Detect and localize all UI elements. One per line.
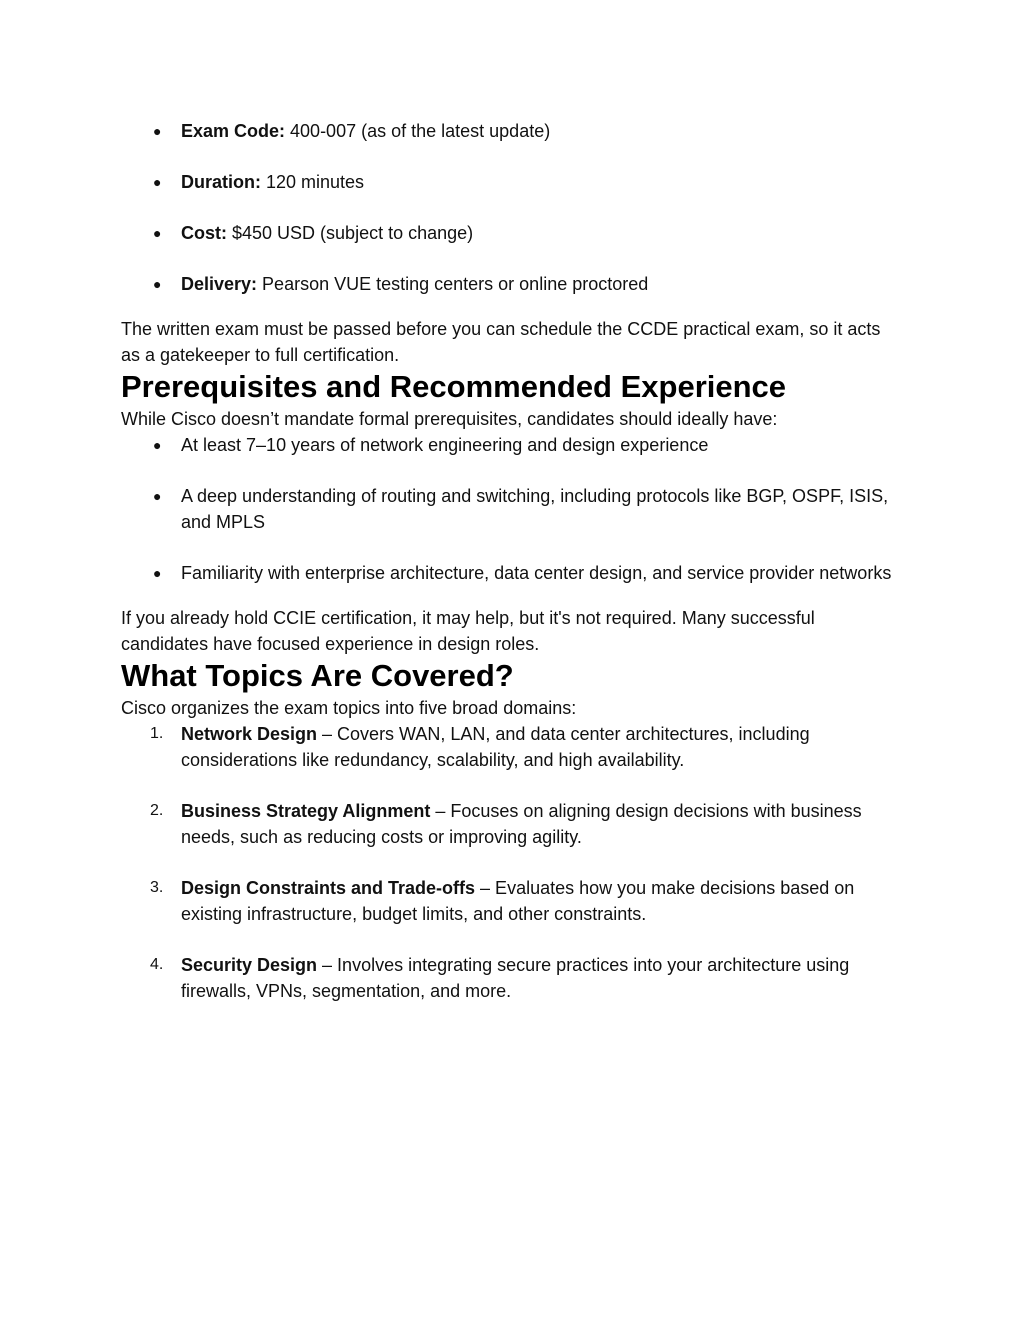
topic-title: Business Strategy Alignment xyxy=(181,801,431,821)
list-item xyxy=(121,483,901,535)
list-item-duration xyxy=(121,169,901,195)
bullet-icon: ● xyxy=(153,225,162,241)
list-number: 3. xyxy=(150,879,164,896)
document-page xyxy=(121,118,901,1023)
list-number: 4. xyxy=(150,956,164,973)
topic-text: – Involves integrating secure practices into your architecture using firewalls, VPNs, segmentation, and more. xyxy=(181,955,850,1001)
item-label: Delivery: xyxy=(181,274,258,294)
item-text: 400-007 (as of the latest update) xyxy=(285,121,551,141)
list-item xyxy=(121,798,901,850)
item-text: Pearson VUE testing centers or online proctored xyxy=(257,274,649,294)
topic-text: – Evaluates how you make decisions based on existing infrastructure, budget limits, and other constraints. xyxy=(181,878,855,924)
bullet-icon: ● xyxy=(153,276,162,292)
item-text: At least 7–10 years of network engineering and design experience xyxy=(181,435,709,455)
topics-intro: Cisco organizes the exam topics into five broad domains: xyxy=(121,698,577,718)
prerequisites-list xyxy=(121,432,901,586)
item-text: 120 minutes xyxy=(261,172,365,192)
prerequisites-heading: Prerequisites and Recommended Experience xyxy=(121,369,787,404)
list-item xyxy=(121,432,901,458)
topics-heading: What Topics Are Covered? xyxy=(121,658,514,693)
item-label: Cost: xyxy=(181,223,227,243)
prerequisites-note: If you already hold CCIE certification, it may help, but it's not required. Many successful candidates have focused experience in design roles. xyxy=(121,608,815,654)
bullet-icon: ● xyxy=(153,123,162,139)
list-item-delivery xyxy=(121,271,901,297)
list-number: 1. xyxy=(150,725,164,742)
list-item xyxy=(121,721,901,773)
bullet-icon: ● xyxy=(153,565,162,581)
list-item-cost xyxy=(121,220,901,246)
item-text: $450 USD (subject to change) xyxy=(227,223,474,243)
list-item xyxy=(121,875,901,927)
item-text: A deep understanding of routing and switching, including protocols like BGP, OSPF, ISIS, and MPLS xyxy=(181,486,889,532)
item-text: Familiarity with enterprise architecture, data center design, and service provider networks xyxy=(181,563,892,583)
item-label: Exam Code: xyxy=(181,121,286,141)
list-item xyxy=(121,560,901,586)
topics-list xyxy=(121,721,901,1004)
list-item-exam-code xyxy=(121,118,901,144)
topic-title: Security Design xyxy=(181,955,318,975)
bullet-icon: ● xyxy=(153,174,162,190)
topic-title: Design Constraints and Trade-offs xyxy=(181,878,476,898)
bullet-icon: ● xyxy=(153,437,162,453)
exam-details-list xyxy=(121,118,901,297)
topic-text: – Covers WAN, LAN, and data center architectures, including considerations like redundancy, scalability, and high availability. xyxy=(181,724,810,770)
list-item xyxy=(121,952,901,1004)
bullet-icon: ● xyxy=(153,488,162,504)
item-label: Duration: xyxy=(181,172,261,192)
list-number: 2. xyxy=(150,802,164,819)
topic-text: – Focuses on aligning design decisions with business needs, such as reducing costs or improving agility. xyxy=(181,801,862,847)
topic-title: Network Design xyxy=(181,724,318,744)
written-exam-note: The written exam must be passed before you can schedule the CCDE practical exam, so it acts as a gatekeeper to full certification. xyxy=(121,319,881,365)
prerequisites-intro: While Cisco doesn’t mandate formal prerequisites, candidates should ideally have: xyxy=(121,409,778,429)
